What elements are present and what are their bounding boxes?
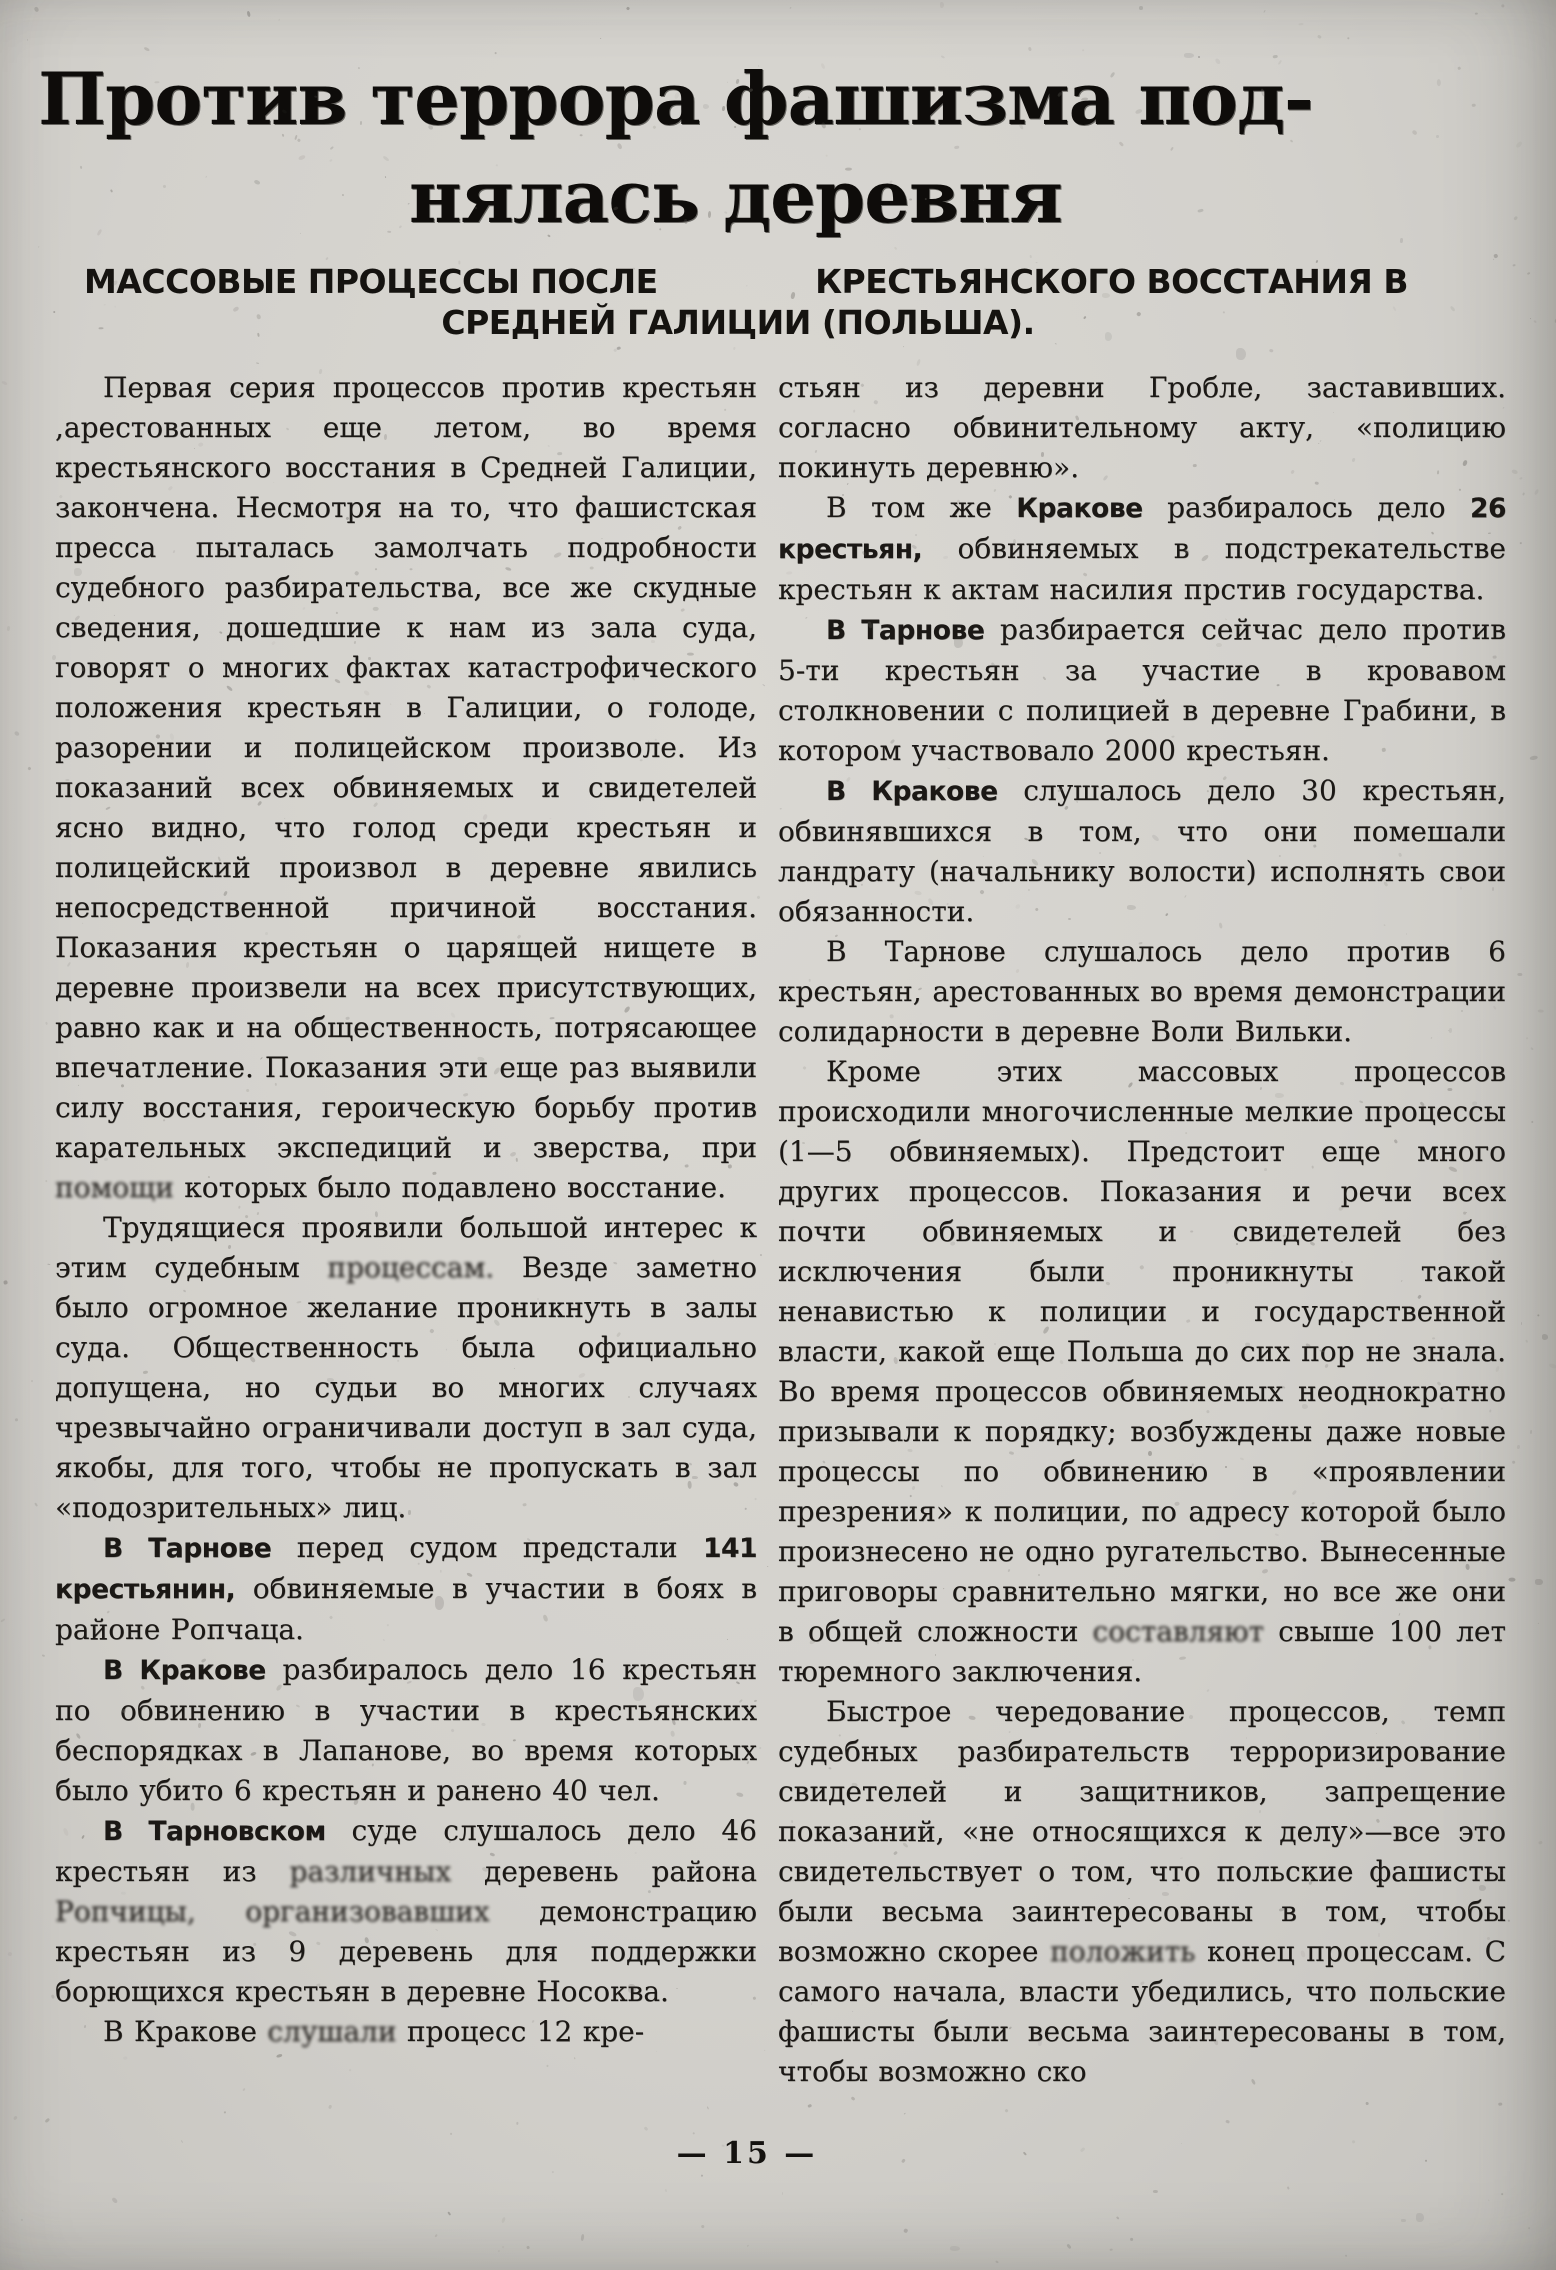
bold-lead: 141 крестьянин,: [55, 1533, 757, 1605]
title-line-2: нялась деревня: [409, 154, 1062, 239]
text-run: разбиралось дело 16 крестьян по обвинению в участии в крестьянских беспорядках в Лапанове, во время которых было убито 6 крестьян и ранено 40 чел.: [55, 1653, 757, 1807]
subtitle-right: КРЕСТЬЯНСКОГО ВОССТАНИЯ В: [815, 262, 1408, 301]
text-run: свыше 100 лет тюремного заключения.: [778, 1615, 1506, 1688]
paragraph: [55, 1208, 757, 1528]
text-run: демонстрацию крестьян из 9 деревень для поддержки борющихся крестьян в деревне Носоква.: [55, 1895, 758, 2008]
text-run: Ропчицы,: [55, 1895, 196, 1928]
text-run: В Тарнове слушалось дело против 6 крестьян, арестованных во время демонстрации солидарности в деревне Воли Вильки.: [778, 935, 1506, 1048]
text-run: В Кракове: [103, 2015, 268, 2048]
article-title: [0, 0, 1556, 246]
paragraph: [778, 488, 1506, 610]
text-run: разбирается сейчас дело против 5-ти крестьян за участие в кровавом столкновении с полицией в деревне Грабини, в котором участвовало 2000 крестьян.: [778, 613, 1506, 767]
text-run: суде слушалось дело 46 крестьян из: [55, 1814, 757, 1888]
text-run: положить: [1050, 1935, 1196, 1968]
text-run: процессам.: [327, 1251, 495, 1284]
text-run: Кроме этих массовых процессов происходили многочисленные мелкие процессы (1—5 обвиняемых). Предстоит еще много других процессов. Показания и речи всех почти обвиняемых и свидетелей без исключения были проникнуты такой ненавистью к полиции и государственной власти, какой еще Польша до сих пор не знала. Во время процессов обвиняемых неоднократно призывали к порядку; возбуждены даже новые процессы по обвинению в «проявлении презрения» к полиции, по адресу которой было произнесено не одно ругательство. Вынесенные приговоры сравнительно мягки, но все же они в общей сложности: [778, 1055, 1506, 1648]
paragraph: [778, 368, 1506, 488]
text-run: которых было подавлено восстание.: [173, 1171, 727, 1204]
paragraph: [55, 1811, 757, 2012]
paragraph: [55, 1650, 757, 1811]
paragraph: [778, 771, 1506, 932]
paragraph: [55, 2012, 757, 2052]
bold-lead: В Тарнове: [826, 615, 985, 646]
text-run: [196, 1895, 246, 1928]
paragraph: [55, 1528, 757, 1650]
bold-lead: В Кракове: [826, 776, 998, 807]
column-right: [778, 368, 1506, 2092]
bold-lead: В Тарнове: [103, 1533, 272, 1564]
column-left: [55, 368, 757, 2052]
paragraph: [778, 610, 1506, 771]
text-run: обвиняемых в подстрекательстве крестьян к актам насилия прстив государства.: [778, 532, 1506, 606]
text-run: В том же: [826, 491, 1017, 524]
text-run: конец процессам. С самого начала, власти убедились, что польские фашисты были весьма заинтересованы в том, чтобы возможно ско: [778, 1935, 1506, 2088]
text-run: организовавших: [245, 1895, 490, 1928]
text-run: Трудящиеся проявили большой интерес к этим судебным: [55, 1211, 757, 1284]
text-run: перед судом предстали: [271, 1531, 703, 1564]
subtitle-left: МАССОВЫЕ ПРОЦЕССЫ ПОСЛЕ: [84, 262, 658, 301]
text-run: помощи: [55, 1171, 174, 1204]
subtitle-row: [0, 246, 1556, 302]
article-header: [0, 0, 1556, 344]
text-run: слушалось дело 30 крестьян, обвинявшихся в том, что они помешали ландрату (начальнику волости) исполнять свои обязанности.: [778, 774, 1507, 928]
paragraph: [778, 1052, 1506, 1692]
text-run: деревень района: [451, 1855, 757, 1888]
text-run: Везде заметно было огромное желание проникнуть в залы суда. Общественность была официально допущена, но судьи во многих случаях чрезвычайно ограничивали доступ в зал суда, якобы, для того, чтобы не пропускать в зал «подозрительных» лиц.: [55, 1251, 757, 1524]
article-subtitle: [0, 246, 1556, 344]
text-run: составляют: [1092, 1615, 1265, 1648]
text-run: слушали: [267, 2015, 397, 2048]
paragraph: [778, 932, 1506, 1052]
text-run: различных: [289, 1855, 452, 1888]
paragraph: [55, 368, 757, 1208]
text-run: обвиняемые в участии в боях в районе Ропчаца.: [55, 1572, 757, 1646]
text-run: разбиралось дело: [1142, 491, 1470, 524]
text-run: Первая серия процессов против крестьян ,арестованных еще летом, во время крестьянского восстания в Средней Галиции, закончена. Несмотря на то, что фашистская пресса пыталась замолчать подробности судебного разбирательства, все же скудные сведения, дошедшие к нам из зала суда, говорят о многих фактах катастрофического положения крестьян в Галиции, о голоде, разорении и полицейском произволе. Из показаний всех обвиняемых и свидетелей ясно видно, что голод среди крестьян и полицейский произвол в деревне явились непосредственной причиной восстания. Показания крестьян о царящей нищете в деревне произвели на всех присутствующих, равно как и на общественность, потрясающее впечатление. Показания эти еще раз выявили силу восстания, героическую борьбу против карательных экспедиций и зверства, при: [55, 371, 757, 1164]
text-run: процесс 12 кре-: [396, 2015, 645, 2048]
bold-lead: В Кракове: [103, 1655, 266, 1686]
bold-lead: 26 крестьян,: [778, 493, 1506, 565]
bold-lead: В Тарновском: [103, 1816, 326, 1847]
paragraph: [778, 1692, 1506, 2092]
title-line-1: Против террора фашизма под-: [38, 56, 1313, 141]
subtitle-line-2: СРЕДНЕЙ ГАЛИЦИИ (ПОЛЬША).: [441, 303, 1035, 342]
text-run: Быстрое чередование процессов, темп судебных разбирательств терроризирование свидетелей и защитников, запрещение показаний, «не относящихся к делу»—все это свидетельствует о том, что польские фашисты были весьма заинтересованы в том, чтобы возможно скорее: [778, 1695, 1506, 1968]
bold-lead: Кракове: [1016, 493, 1143, 524]
page-number: — 15 —: [676, 2136, 818, 2171]
text-run: стьян из деревни Гробле, заставивших. согласно обвинительному акту, «полицию покинуть деревню».: [778, 371, 1506, 484]
